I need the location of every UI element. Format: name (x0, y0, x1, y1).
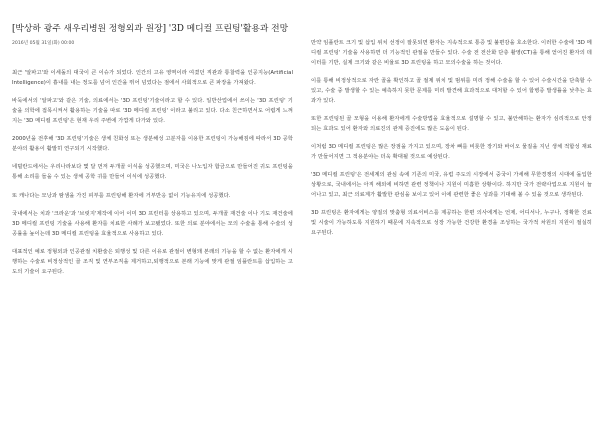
paragraph: 이를 통해 비정상적으로 자란 골을 확인하고 골 절제 위치 및 범위를 미리 정해 수술을 할 수 있어 수술시간을 단축할 수 있고, 수술 중 발생할 수 있는 예측하지 못한 문제를 미리 발견해 효과적으로 대처할 수 있어 합병증 발생률을 낮추는 효과가 있다. (311, 77, 592, 104)
article-date: 2016년 05월 31일(화) 00:00 (12, 41, 75, 46)
paragraph: 국내에서는 치과 '크라운'과 '브릿지'제작에 이어 이미 3D 프린터를 상용하고 있으며, 두개골 재건술 이나 기도 재건술에 3D 메디컬 프린팅 기술을 사용해 환자를 치료한 사례가 보고됐었다. 또한 의료 분야에서는 모의 수술을 통해 수술의 성공률을 높이는데 3D 메디컬 프린팅을 효율적으로 사용하고 있다. (12, 210, 293, 237)
paragraph: 네덜란드에서는 우리나라보다 몇 달 먼저 두개골 이식을 성공했으며, 미국은 나노입자 합금으로 만들어진 귀도 프린팅을 통해 소리를 들을 수 있는 생체 공학 귀를 만들어 이식에 성공했다. (12, 164, 293, 181)
paragraph: 2000년을 전후해 '3D 프린팅'기술은 생체 친화성 또는 생분해성 고분자를 이용한 프린팅이 가능해짐에 따라서 3D 공학분야의 활용이 활발히 연구되기 시작했다. (12, 136, 293, 152)
paragraph: 대표적인 예로 정형외과 인공관절 치환술은 퇴행성 및 다른 이유로 관절이 변형돼 본래의 기능을 할 수 없는 환자에게 시행하는 수술로 비정상적인 골 조직 및 연부조직을 제거하고,퇴행적으로 본래 기능에 맞게 관절 임플란트를 삽입하는 고도의 기술이 요구된다. (12, 248, 293, 275)
paragraph: 또 캐나다는 모낭과 땀샘을 가진 피부를 프린팅해 환자에 거부반응 없이 기능유지에 성공했다. (12, 192, 231, 199)
paragraph: 최근 '알파고'와 이세돌의 대국이 큰 이슈가 되었다. 인간의 고유 영역이라 여겼던 직관과 통찰력을 인공지능(Artificial Intelligence)이 흉내를 내는 정도를 넘어 인간을 뛰어 넘었다는 점에서 사회적으로 큰 파장을 가져왔다. (12, 70, 293, 86)
paragraph: '3D 메디컬 프린팅'은 전세계의 관심 속에 기존의 미국, 유럽 주도의 시장에서 중국이 가세해 무한경쟁의 시대에 돌입한 상황으로, 국내에서는 아직 해외에 비하면 관련 정책이나 지원이 미흡한 상황이다. 하지만 국가 전략사업으로 지원이 늘어나고 있고, 최근 의료계가 활발한 관심을 보이고 있어 이에 관련한 좋은 성과를 기대해 볼 수 있을 것으로 생각된다. (311, 172, 592, 198)
paragraph: 3D 프린팅은 환자에게는 양질의 맞춤형 의료서비스를 제공하는 한편 의사에게는 언제, 어디서나, 누구나, 정확한 진료 및 시술이 가능하도록 지원하기 때문에 지속적으로 성장 가능한 건강한 환경을 조성하는 국가적 차원의 지원이 절실히 요구된다. (311, 210, 592, 236)
article-column-right (311, 39, 592, 247)
article-column-left (12, 69, 293, 286)
paragraph: 만약 임플란트 크기 및 삽입 위치 선정이 잘못되면 환자는 지속적으로 통증 및 불편감을 호소한다. 이러한 수술에 '3D 메디컬 프린팅' 기술을 사용하면 더 기능적인 관절을 만들수 있다. 수술 전 전산화 단층 촬영(CT)을 통해 얻어진 환자의 데이터를 기반, 실제 크기와 같은 비율로 3D 프린팅을 하고 모의수술을 하는 것이다. (311, 40, 592, 66)
paragraph: 또한 프린팅된 골 모형을 이용해 환자에게 수술방법을 효율적으로 설명할 수 있고, 불안해하는 환자가 심리적으로 안정되는 효과도 있어 환자와 의료진의 관계 증진에도 많은 도움이 된다. (311, 115, 592, 132)
article-title: [박상하 광주 새우리병원 정형외과 원장] '3D 메디컬 프린팅'활용과 전망 (12, 24, 289, 34)
paragraph: 이처럼 3D 메디컬 프린팅은 많은 장점을 가지고 있으며, 장차 뼈를 비롯한 장기와 바이오 물질을 지닌 생체 적합성 재료가 만들어지면 그 적용분야는 더욱 확대될 것으로 예상된다. (311, 144, 592, 160)
paragraph: 바둑에서의 '알파고'와 같은 기술, 의료에서는 '3D 프린팅'기술이라고 할 수 있다. 일반산업에서 쓰이는 '3D 프린팅' 기술을 의학에 접목시켜서 활용하는 기술을 따로 '3D 메디컬 프린팅' 이라고 불리고 있다. 다소 친근하면서도 어렵게 느껴지는 '3D 메디컬 프린팅'은 현재 우리 주변에 가깝게 다가와 있다. (12, 98, 293, 124)
